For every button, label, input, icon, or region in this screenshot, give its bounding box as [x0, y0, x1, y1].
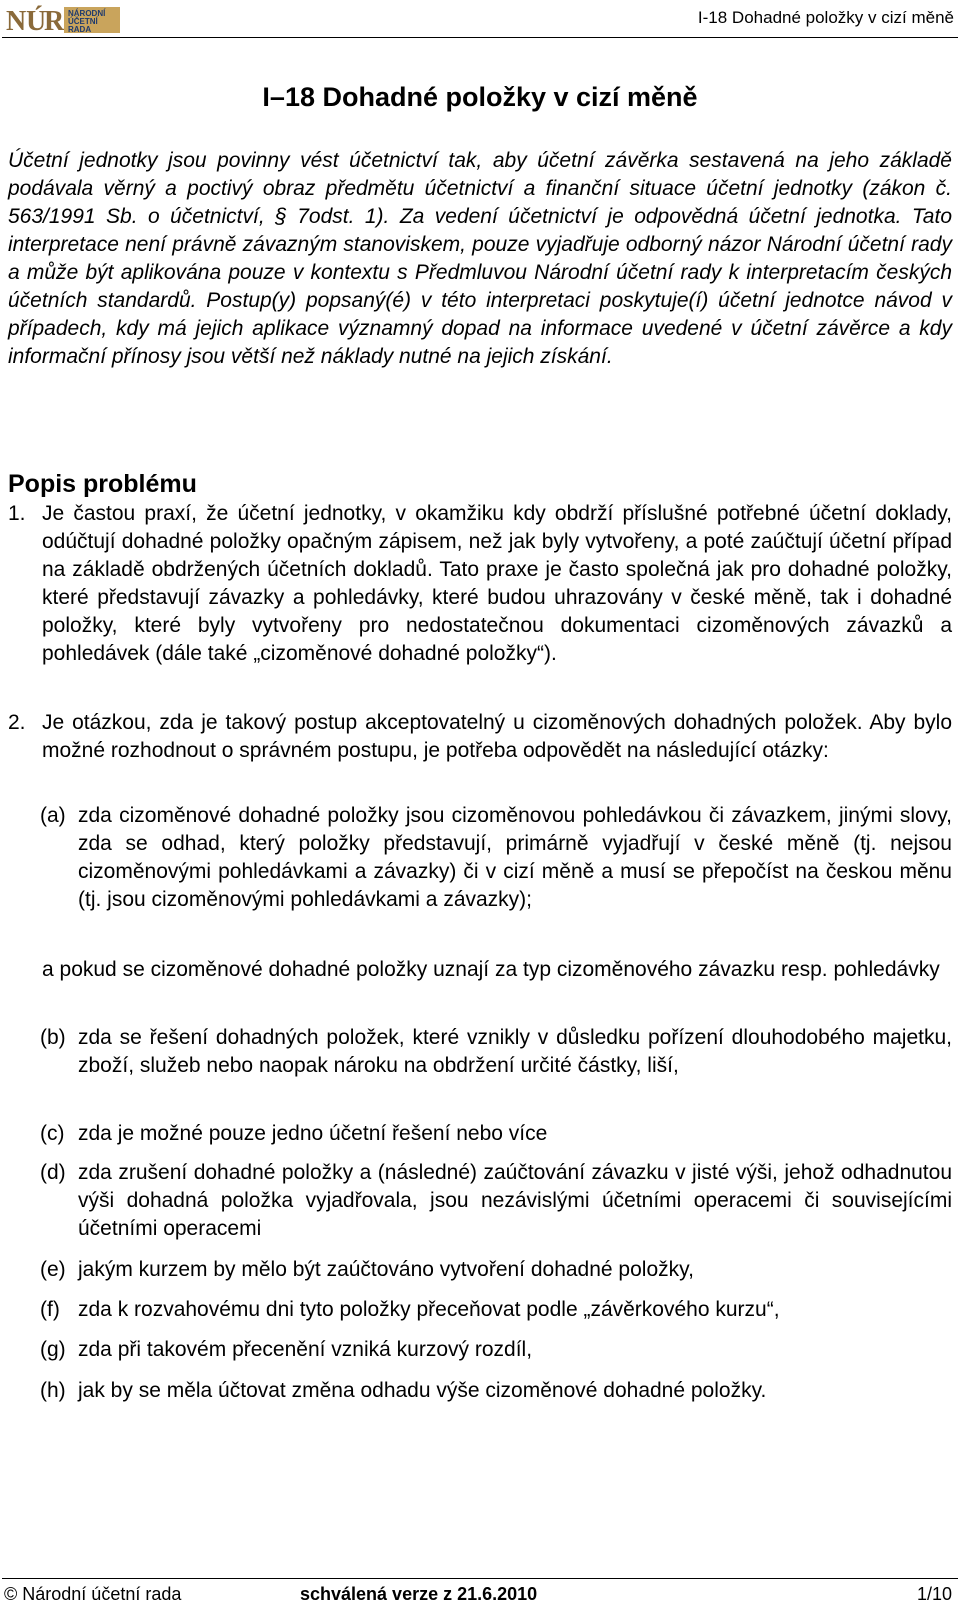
list-item-text: zda se řešení dohadných položek, které vznikly v důsledku pořízení dlouhodobého majetku, zboží, služeb nebo naopak nároku na obdržení určité částky, liší,: [78, 1026, 952, 1077]
intro-text: Účetní jednotky jsou povinny vést účetnictví tak, aby účetní závěrka sestavená na jeho základě podávala věrný a poctivý obraz předmětu účetnictví a finanční situace účetní jednotky (zákon č. 563/1991 Sb. o účetnictví, § 7odst. 1). Za vedení účetnictví je odpovědná účetní jednotka. Tato interpretace není právně závazným stanoviskem, pouze vyjadřuje odborný názor Národní účetní rady a může být aplikována pouze v kontextu s Předmluvou Národní účetní rady k interpretacím českých účetních standardů. Postup(y) popsaný(é) v této interpretaci poskytuje(í) účetní jednotce návod v případech, kdy má jejich aplikace významný dopad na informace uvedené v účetní závěrce a kdy informační přínosy jsou větší než náklady nutné na jejich získání.: [8, 149, 952, 368]
list-item-label: (c): [40, 1122, 65, 1145]
list-item-label: (g): [40, 1338, 66, 1361]
list-item-e: [40, 1256, 952, 1284]
list-item-text: jakým kurzem by mělo být zaúčtováno vytvoření dohadné položky,: [78, 1258, 694, 1281]
paragraph-text: Je častou praxí, že účetní jednotky, v okamžiku kdy obdrží příslušné potřebné účetní doklady, odúčtují dohadné položky opačným zápisem, než jak byly vytvořeny, a poté zaúčtují účetní případ na základě obdržených účetních dokladů. Tato praxe je často společná jak pro dohadné položky, které představují závazky a pohledávky, které budou uhrazovány v české měně, tak i dohadné položky, které byly vytvořeny pro nedostatečnou dokumentaci cizoměnových závazků a pohledávek (dále také „cizoměnové dohadné položky“).: [42, 502, 952, 665]
paragraph-text: Je otázkou, zda je takový postup akceptovatelný u cizoměnových dohadných položek. Aby bylo možné rozhodnout o správném postupu, je potřeba odpovědět na následující otázky:: [42, 711, 952, 762]
footer-divider: [2, 1578, 958, 1579]
footer-version: schválená verze z 21.6.2010: [300, 1584, 538, 1604]
list-item-label: (e): [40, 1258, 66, 1281]
list-item-label: (d): [40, 1161, 66, 1184]
nur-logo: [4, 4, 122, 36]
list-item-text: zda při takovém přecenění vzniká kurzový rozdíl,: [78, 1338, 533, 1361]
running-title: I-18 Dohadné položky v cizí měně: [697, 8, 954, 27]
header-divider: [2, 37, 958, 38]
list-item-text: zda zrušení dohadné položky a (následné) zaúčtování závazku v jisté výši, jehož odhadnutou výši dohadná položka vyjadřovala, jsou nezávislými účetními operacemi či souvisejícími účetními operacemi: [78, 1161, 952, 1240]
list-item-label: (a): [40, 804, 66, 827]
list-item-label: (h): [40, 1379, 66, 1402]
intro-paragraph: [8, 147, 952, 371]
list-item-d: [40, 1159, 952, 1243]
paragraph-number: 2.: [8, 711, 26, 734]
list-item-label: (b): [40, 1026, 66, 1049]
page-footer: [0, 1580, 960, 1610]
list-item-b: [40, 1024, 952, 1080]
numbered-paragraph-2: [8, 709, 952, 765]
list-item-h: [40, 1377, 952, 1405]
numbered-paragraph-1: [8, 500, 952, 668]
list-item-a: [40, 802, 952, 914]
list-item-c: [40, 1120, 952, 1148]
list-item-g: [40, 1336, 952, 1364]
section-heading: Popis problému: [8, 470, 197, 498]
list-item-label: (f): [40, 1298, 60, 1321]
list-item-text: zda cizoměnové dohadné položky jsou cizoměnovou pohledávkou či závazkem, jinými slovy, zda se odhad, který položky představují, primárně vyjadřují v české měně (tj. nejsou cizoměnovými pohledávkami a závazky) či v cizí měně a musí se přepočíst na českou měnu (tj. jsou cizoměnovými pohledávkami a závazky);: [78, 804, 952, 911]
footer-copyright: © Národní účetní rada: [4, 1584, 182, 1604]
svg-text:RADA: RADA: [68, 25, 92, 34]
svg-text:R: R: [44, 6, 65, 36]
list-item-f: [40, 1296, 952, 1324]
list-interjection: a pokud se cizoměnové dohadné položky uznají za typ cizoměnového závazku resp. pohledávky: [42, 958, 940, 981]
svg-text:Ú: Ú: [26, 6, 47, 36]
list-item-text: zda je možné pouze jedno účetní řešení nebo více: [78, 1122, 548, 1145]
footer-page-number: 1/10: [916, 1584, 952, 1604]
page-header: [0, 0, 960, 40]
svg-text:N: N: [6, 6, 27, 36]
list-item-text: jak by se měla účtovat změna odhadu výše cizoměnové dohadné položky.: [78, 1379, 767, 1402]
svg-text:NÁRODNÍ: NÁRODNÍ: [68, 9, 106, 18]
list-item-text: zda k rozvahovému dni tyto položky přeceňovat podle „závěrkového kurzu“,: [78, 1298, 780, 1321]
svg-text:ÚČETNÍ: ÚČETNÍ: [68, 17, 98, 26]
page-title: I–18 Dohadné položky v cizí měně: [262, 82, 698, 112]
paragraph-number: 1.: [8, 502, 26, 525]
